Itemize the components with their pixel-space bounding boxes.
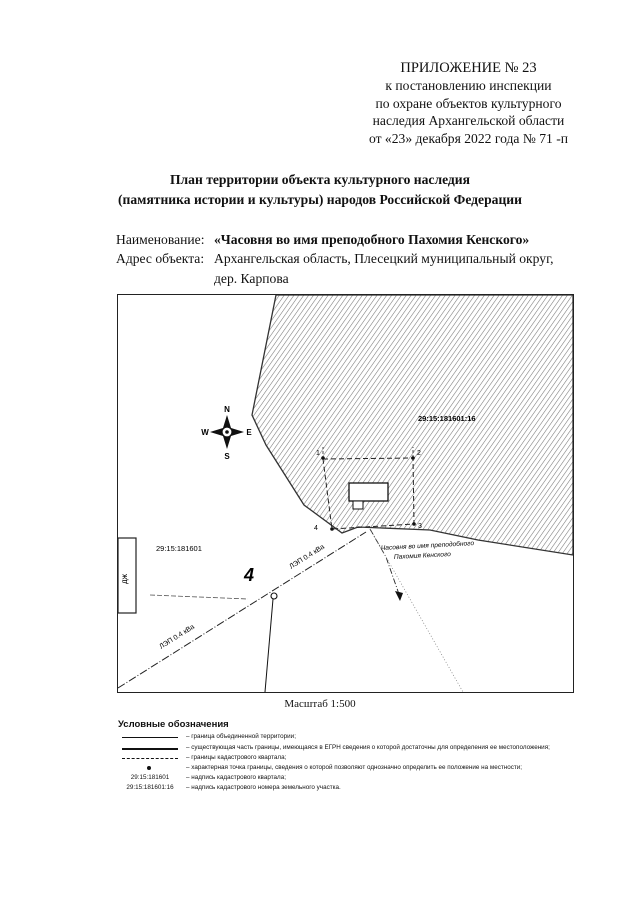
legend-row-4 xyxy=(118,764,588,773)
point-3-label: 3 xyxy=(418,523,422,530)
legend-text-1: – граница объединенной территории; xyxy=(186,733,296,740)
road-block xyxy=(118,538,136,613)
name-label: Наименование: xyxy=(116,232,205,247)
map-dashed-segment xyxy=(150,595,248,599)
legend-text-6: – надпись кадастрового номера земельного участка. xyxy=(186,784,341,791)
road-label: дж xyxy=(120,573,129,585)
legend-row-1 xyxy=(118,733,588,742)
address-line-2: дер. Карпова xyxy=(214,271,289,286)
legend-row-2 xyxy=(118,744,588,753)
power-line-label-upper: ЛЭП 0.4 кВа xyxy=(288,543,326,571)
point-4 xyxy=(314,525,334,532)
power-line-label-lower: ЛЭП 0.4 кВа xyxy=(158,623,196,651)
legend-title: Условные обозначения xyxy=(118,719,229,730)
legend-row-6 xyxy=(118,784,588,793)
legend-symbol-parcel-label: 29:15:181601:16 xyxy=(126,784,174,791)
chapel-building xyxy=(349,483,388,501)
big-number-label: 4 xyxy=(244,565,255,585)
compass-e: E xyxy=(246,428,252,437)
point-1-label: 1 xyxy=(316,450,320,457)
quarter-boundary-arrow xyxy=(395,591,403,601)
appendix-line-3: по охране объектов культурного xyxy=(375,95,562,111)
address-label: Адрес объекта: xyxy=(116,251,205,266)
site-plan-map xyxy=(117,294,574,693)
appendix-block xyxy=(369,60,568,147)
quarter-number-label: 29:15:181601 xyxy=(156,544,202,553)
title-line-2: (памятника истории и культуры) народов Российской Федерации xyxy=(118,192,522,207)
appendix-line-4: наследия Архангельской области xyxy=(372,113,565,129)
title-line-1: План территории объекта культурного наследия xyxy=(169,172,470,187)
appendix-line-2: к постановлению инспекции xyxy=(385,78,552,94)
legend-symbol-existing-border xyxy=(118,744,182,752)
quarter-boundary-line xyxy=(370,529,400,597)
legend-row-5 xyxy=(118,774,588,783)
legend-symbol-quarter-border xyxy=(118,754,182,762)
compass-n: N xyxy=(224,405,230,414)
power-line xyxy=(118,532,366,688)
compass-s: S xyxy=(224,452,230,461)
site-plan-svg xyxy=(118,295,573,692)
legend-text-5: – надпись кадастрового квартала; xyxy=(186,774,286,781)
legend-text-2: – существующая часть границы, имеющаяся в ЕГРН сведения о которой достаточны для определения ее местоположения; xyxy=(186,744,550,751)
legend-row-3 xyxy=(118,754,588,763)
legend-text-3: – границы кадастрового квартала; xyxy=(186,754,287,761)
point-4-label: 4 xyxy=(314,525,318,532)
legend-symbol-point xyxy=(118,764,182,772)
legend-symbol-territory-border xyxy=(118,733,182,741)
name-value: «Часовня во имя преподобного Пахомия Кенского» xyxy=(214,232,530,247)
chapel-caption-line-1: Часовня во имя преподобного xyxy=(380,540,475,552)
map-scale: Масштаб 1:500 xyxy=(284,698,356,710)
chapel-porch xyxy=(353,501,363,509)
compass-w: W xyxy=(201,428,209,437)
parcel-number-label: 29:15:181601:16 xyxy=(418,414,476,423)
legend-symbol-quarter-label: 29:15:181601 xyxy=(130,774,170,781)
point-2-label: 2 xyxy=(417,450,421,457)
page-title xyxy=(0,170,640,210)
power-pole xyxy=(271,593,277,599)
hatched-parcel-area xyxy=(252,295,573,555)
appendix-line-5: от «23» декабря 2022 года № 71 -п xyxy=(368,130,568,146)
legend-text-4: – характерная точка границы, сведения о которой позволяют однозначно определить ее положение на местности; xyxy=(186,764,523,771)
pole-branch-line xyxy=(265,599,273,692)
address-line-1: Архангельская область, Плесецкий муниципальный округ, xyxy=(214,251,554,266)
chapel-caption-line-2: Пахомия Кенского xyxy=(393,551,452,561)
compass-rose xyxy=(201,405,252,461)
appendix-line-1: ПРИЛОЖЕНИЕ № 23 xyxy=(400,60,537,76)
